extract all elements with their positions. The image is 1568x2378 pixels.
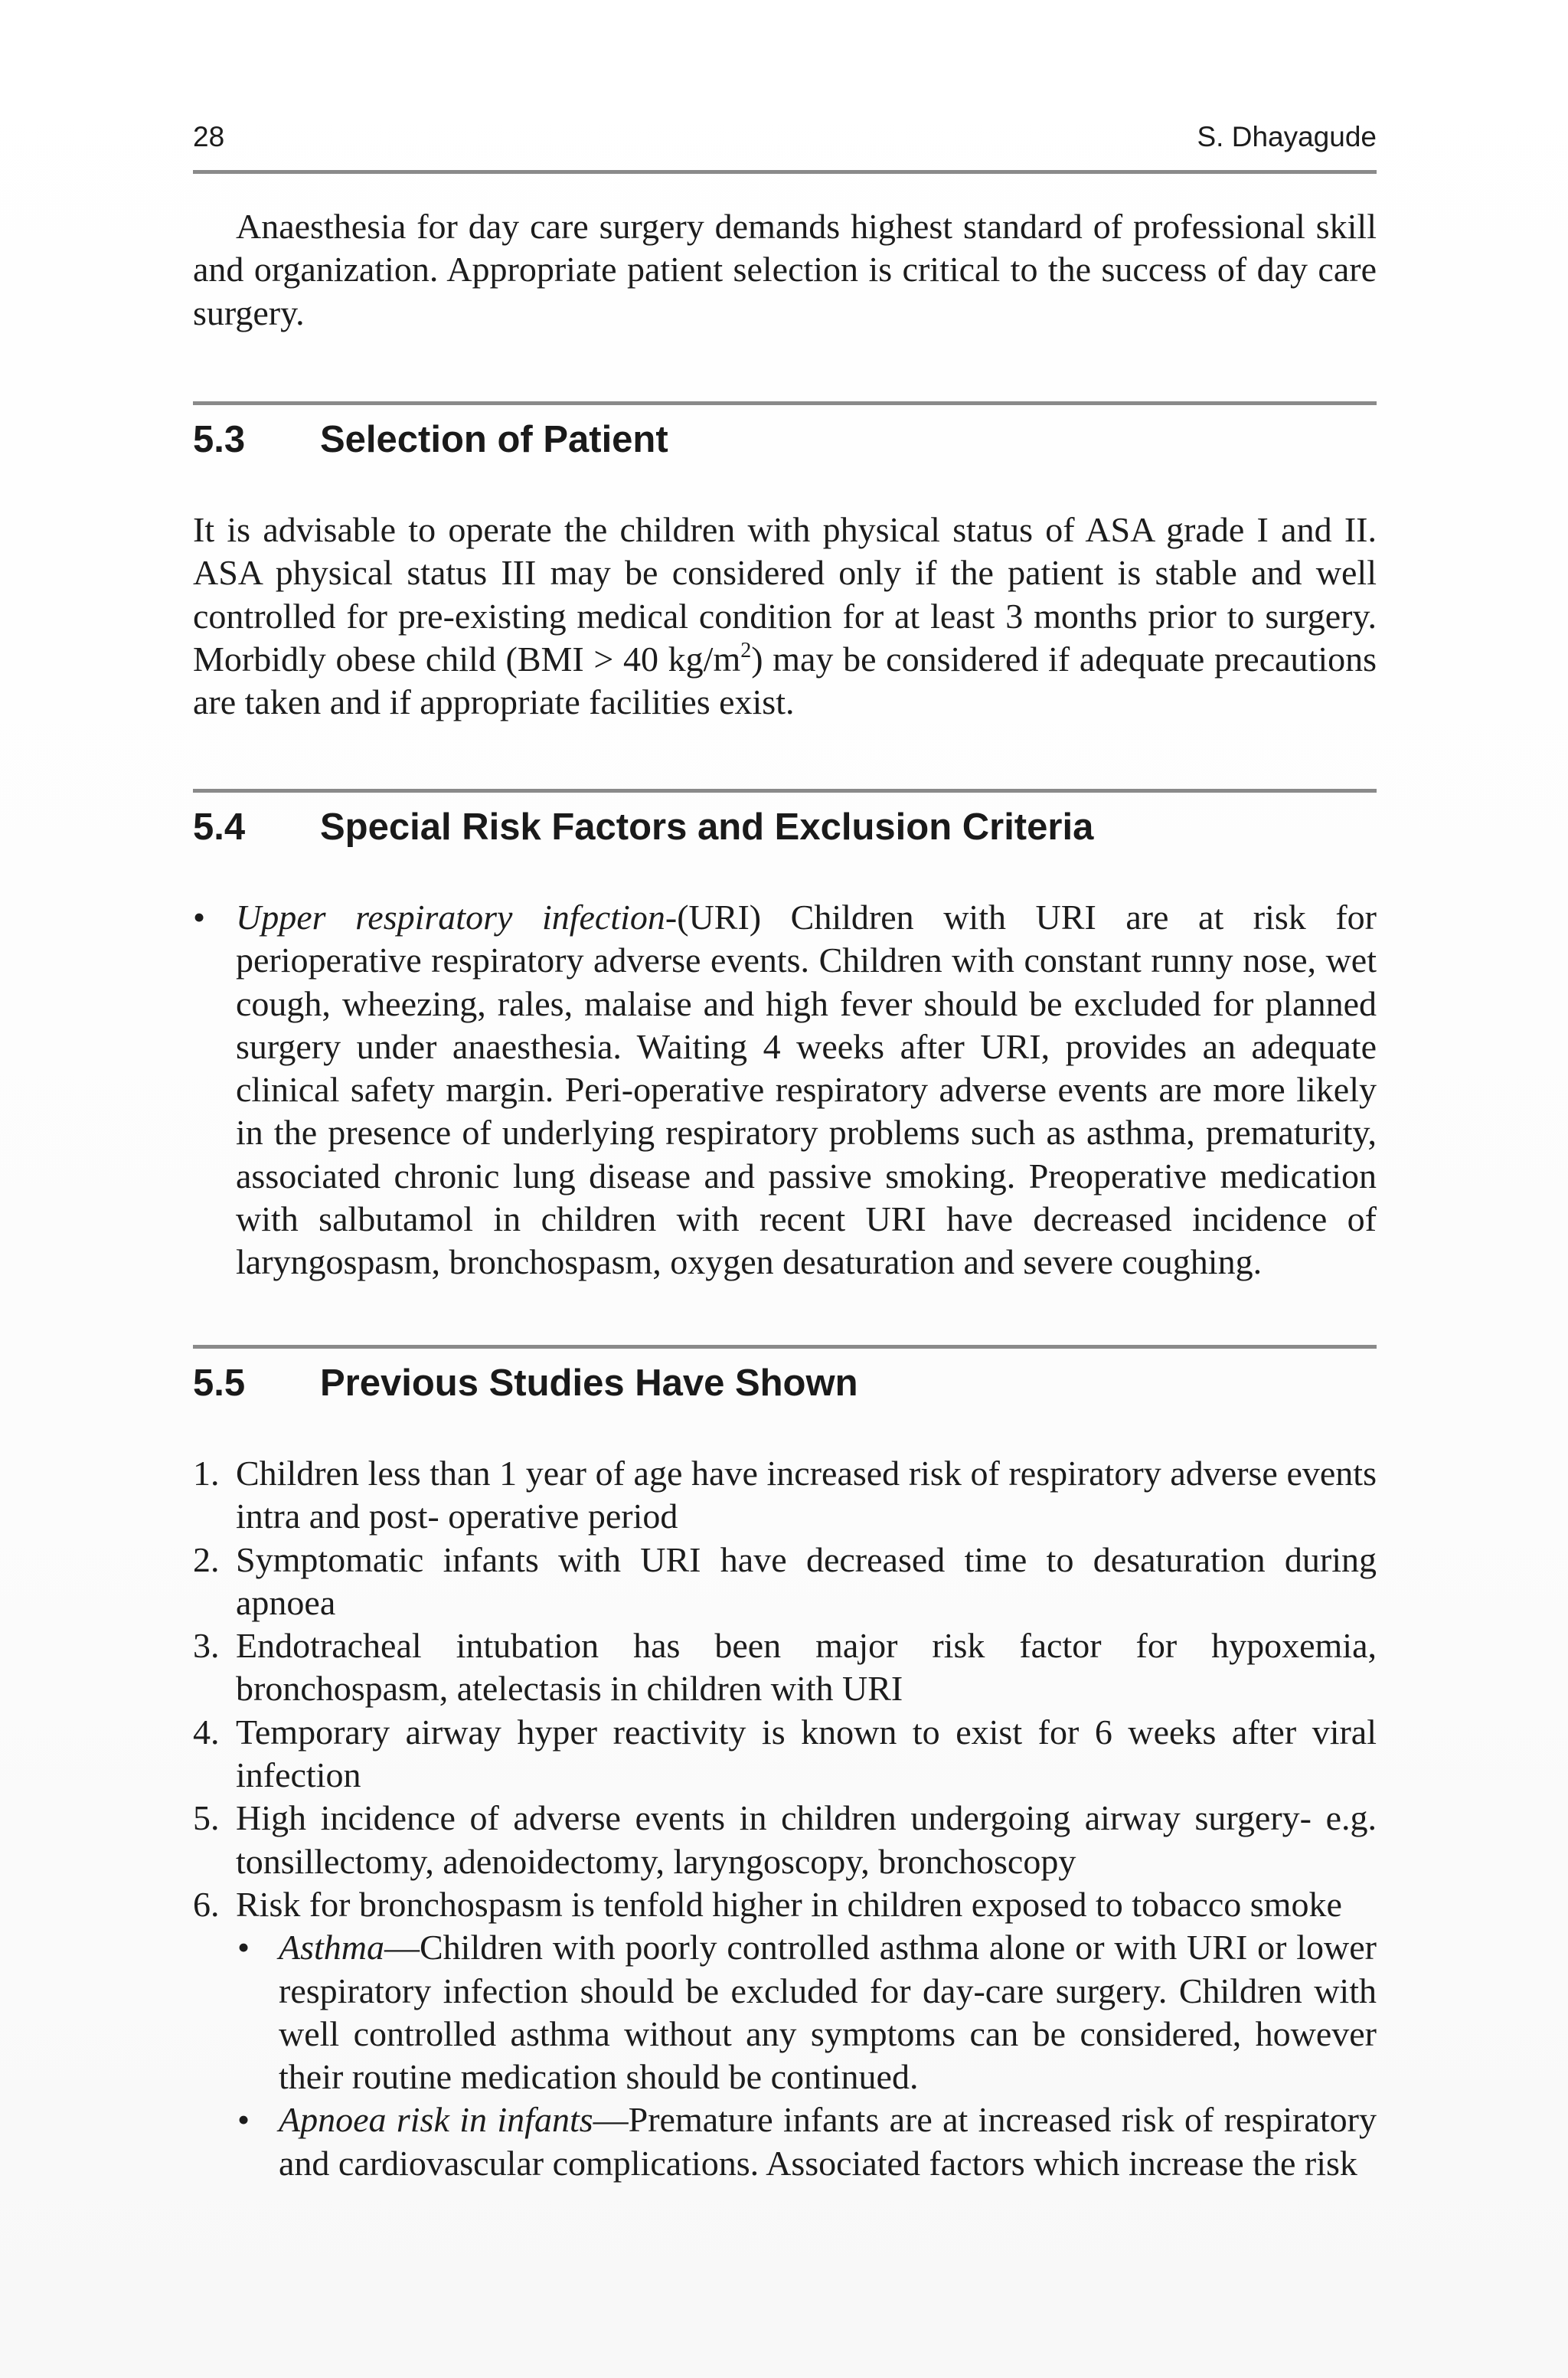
list-number: 3. <box>193 1626 220 1666</box>
sub-list-item-term: Apnoea risk in infants <box>279 2100 593 2140</box>
intro-paragraph: Anaesthesia for day care surgery demands highest standard of professional skill and organization. Appropriate patient selection is critical to the success of day care surgery. <box>193 207 1377 332</box>
list-item-term: Upper respiratory infection <box>236 898 665 937</box>
sub-list-item-content <box>279 2098 1377 2185</box>
section-title: Special Risk Factors and Exclusion Criteria <box>320 806 1094 848</box>
list-item-text: Temporary airway hyper reactivity is known to exist for 6 weeks after viral infection <box>236 1712 1377 1795</box>
selection-text-part2: ) may be considered if adequate precautions are taken and if appropriate facilities exist. <box>193 639 1377 722</box>
list-item-text: Risk for bronchospasm is tenfold higher in children exposed to tobacco smoke <box>236 1884 1342 1924</box>
list-item-text: Endotracheal intubation has been major risk factor for hypoxemia, bronchospasm, atelectasis in children with URI <box>236 1626 1377 1709</box>
sub-list-item-text: —Premature infants are at increased risk of respiratory and cardiovascular complications. Associated factors which increase the risk <box>279 2100 1377 2183</box>
list-item-text: Symptomatic infants with URI have decreased time to desaturation during apnoea <box>236 1539 1377 1622</box>
running-head <box>193 121 1377 153</box>
sub-list-item-content <box>279 1926 1377 2098</box>
list-number: 2. <box>193 1539 220 1579</box>
list-item-text: Children less than 1 year of age have increased risk of respiratory adverse events intra and post- operative period <box>236 1454 1377 1536</box>
section-rule-5-3 <box>193 401 1377 405</box>
bullet-marker: • <box>237 2100 250 2140</box>
list-item <box>193 1797 1377 1883</box>
section-heading-5-4 <box>193 806 1377 849</box>
selection-text-part1: It is advisable to operate the children with physical status of ASA grade I and II. ASA physical status III may be considered only if the patient is stable and well controlled for pre-existing medical condition for at least 3 months prior to surgery. Morbidly obese child (BMI > 40 kg/m <box>193 510 1377 679</box>
section-rule-5-4 <box>193 789 1377 793</box>
sub-list-item-term: Asthma <box>279 1928 384 1967</box>
list-number: 1. <box>193 1454 220 1493</box>
list-item <box>193 1883 1377 1926</box>
list-item-text: High incidence of adverse events in children undergoing airway surgery- e.g. tonsillectomy, adenoidectomy, laryngoscopy, bronchoscopy <box>236 1798 1377 1881</box>
section-number: 5.4 <box>193 806 246 848</box>
studies-list <box>193 1452 1377 2185</box>
sub-list-item <box>193 2098 1377 2185</box>
list-item-text: -(URI) Children with URI are at risk for perioperative respiratory adverse events. Children with constant runny nose, wet cough, wheezing, rales, malaise and high fever should be excluded for planned surgery under anaesthesia. Waiting 4 weeks after URI, provides an adequate clinical safety margin. Peri-operative respiratory adverse events are more likely in the presence of underlying respiratory problems such as asthma, prematurity, associated chronic lung disease and passive smoking. Preoperative medication with salbutamol in children with recent URI have decreased incidence of laryngospasm, bronchospasm, oxygen desaturation and severe coughing. <box>236 898 1377 1282</box>
list-number: 4. <box>193 1712 220 1752</box>
list-item-content <box>236 896 1377 1284</box>
list-item <box>193 1624 1377 1711</box>
list-number: 5. <box>193 1798 220 1838</box>
list-item <box>193 1711 1377 1797</box>
risk-factor-list <box>193 896 1377 1284</box>
list-item <box>193 896 1377 1284</box>
selection-paragraph <box>193 509 1377 724</box>
section-number: 5.3 <box>193 419 246 460</box>
list-item <box>193 1452 1377 1539</box>
superscript-2: 2 <box>740 638 752 662</box>
list-number: 6. <box>193 1884 220 1924</box>
header-rule <box>193 170 1377 174</box>
section-rule-5-5 <box>193 1345 1377 1349</box>
sub-list-item-text: —Children with poorly controlled asthma alone or with URI or lower respiratory infection should be excluded for day-care surgery. Children with well controlled asthma without any symptoms can be considered, however their routine medication should be continued. <box>279 1928 1377 2097</box>
sub-list-item <box>193 1926 1377 2098</box>
list-item <box>193 1539 1377 1625</box>
bullet-marker: • <box>193 898 206 937</box>
section-number: 5.5 <box>193 1362 246 1404</box>
section-heading-5-5 <box>193 1362 1377 1405</box>
page-number: 28 <box>193 121 225 152</box>
bullet-marker: • <box>237 1928 250 1967</box>
section-title: Previous Studies Have Shown <box>320 1362 858 1404</box>
author-name: S. Dhayagude <box>1197 121 1377 152</box>
section-title: Selection of Patient <box>320 419 668 460</box>
section-heading-5-3 <box>193 418 1377 461</box>
